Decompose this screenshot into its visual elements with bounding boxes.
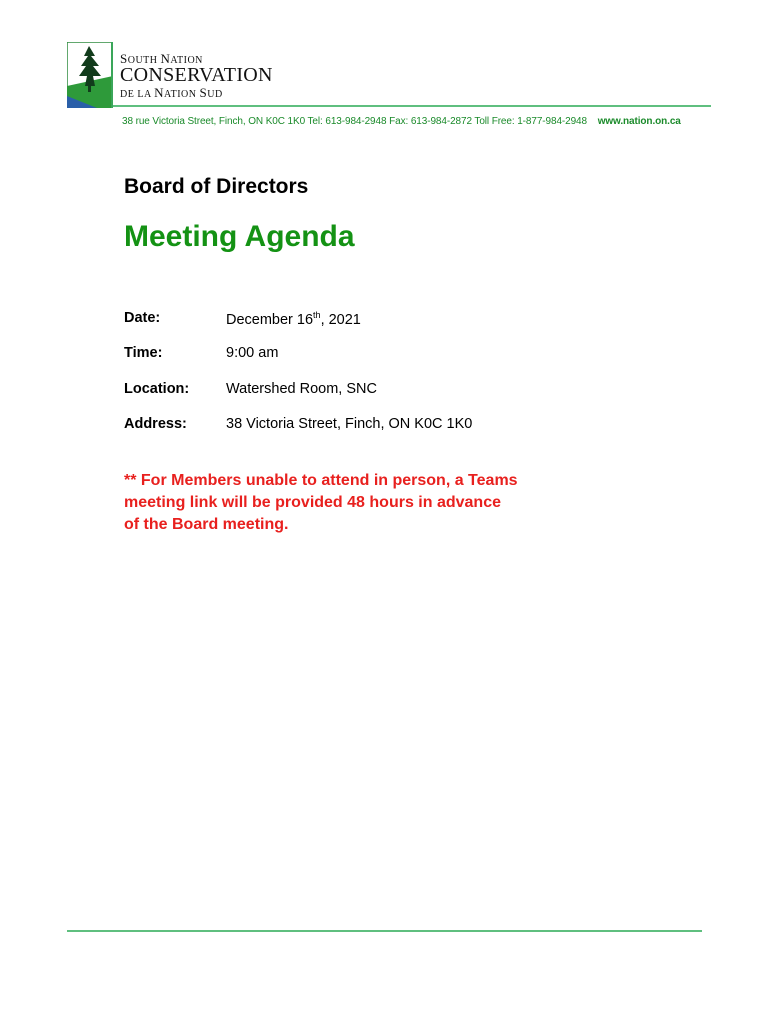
location-value: Watershed Room, SNC <box>226 381 377 397</box>
time-label: Time: <box>124 345 163 361</box>
board-title: Board of Directors <box>124 175 309 198</box>
org-name-line2: CONSERVATION <box>120 64 273 86</box>
logo-divider <box>111 42 113 108</box>
notice-line: meeting link will be provided 48 hours in advance <box>124 494 501 511</box>
address-value: 38 Victoria Street, Finch, ON K0C 1K0 <box>226 416 473 432</box>
teams-notice <box>124 470 594 536</box>
header-rule <box>113 105 711 107</box>
date-value: December 16th, 2021 <box>226 310 361 328</box>
footer-rule <box>67 930 702 932</box>
notice-line: of the Board meeting. <box>124 516 289 533</box>
address-label: Address: <box>124 416 187 432</box>
notice-line: ** For Members unable to attend in person, a Teams <box>124 472 518 489</box>
website-link[interactable]: www.nation.on.ca <box>597 116 681 127</box>
meeting-title: Meeting Agenda <box>124 220 355 253</box>
conservation-logo <box>67 42 113 108</box>
time-value: 9:00 am <box>226 345 279 361</box>
date-label: Date: <box>124 310 161 326</box>
location-label: Location: <box>124 381 190 397</box>
contact-text: 38 rue Victoria Street, Finch, ON K0C 1K0 Tel: 613-984-2948 Fax: 613-984-2872 Toll Free: 1-877-984-2948 <box>122 116 587 127</box>
contact-bar <box>122 116 681 127</box>
org-name-line3: DE LA NATION SUD <box>120 85 223 100</box>
org-name-line1: SOUTH NATION <box>120 51 203 66</box>
